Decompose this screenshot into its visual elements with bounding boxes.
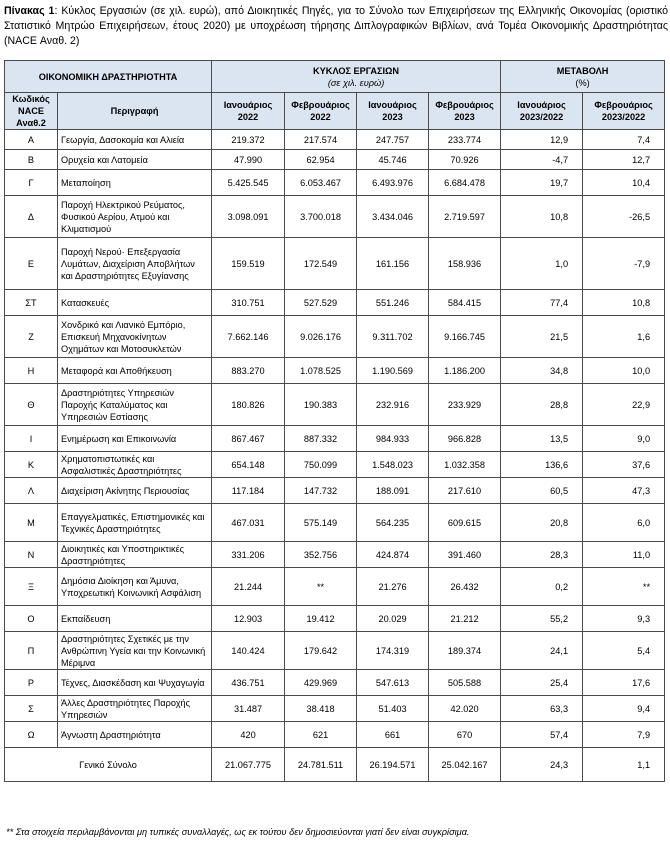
change-header [501, 61, 665, 93]
table-row [5, 290, 665, 316]
nace-code: Ε [5, 238, 58, 290]
jan2022-value: 140.424 [212, 632, 285, 670]
table-row [5, 426, 665, 452]
jan2022-value: 12.903 [212, 606, 285, 632]
feb2022-value: 147.732 [285, 478, 357, 504]
jan2023-value: 161.156 [357, 238, 429, 290]
jan2023-value: 984.933 [357, 426, 429, 452]
table-row [5, 358, 665, 384]
feb-change-value: 12,7 [583, 150, 665, 170]
nace-code: Ν [5, 542, 58, 568]
jan2022-value: 219.372 [212, 130, 285, 150]
feb2022-value: ** [285, 568, 357, 606]
feb-change-value: 9,3 [583, 606, 665, 632]
nace-code: Ζ [5, 316, 58, 358]
nace-code: Ι [5, 426, 58, 452]
activity-description: Κατασκευές [58, 290, 212, 316]
nace-code: Ρ [5, 670, 58, 696]
jan2023-value: 6.493.976 [357, 170, 429, 196]
jan-change-value: 19,7 [501, 170, 583, 196]
feb-change-value: 7,9 [583, 722, 665, 748]
table-row [5, 130, 665, 150]
activity-description: Μεταποίηση [58, 170, 212, 196]
jan2023-value: 1.548.023 [357, 452, 429, 478]
feb-change-value: 10,0 [583, 358, 665, 384]
feb2023-value: 1.032.358 [429, 452, 501, 478]
feb2022-value: 9.026.176 [285, 316, 357, 358]
total-jan-change: 24,3 [501, 748, 583, 782]
nace-code: Γ [5, 170, 58, 196]
feb2022-value: 621 [285, 722, 357, 748]
jan2022-value: 180.826 [212, 384, 285, 426]
feb2022-value: 217.574 [285, 130, 357, 150]
jan2023-value: 21.276 [357, 568, 429, 606]
activity-description: Διαχείριση Ακίνητης Περιουσίας [58, 478, 212, 504]
feb2023-value: 158.936 [429, 238, 501, 290]
footnote: ** Στα στοιχεία περιλαμβάνονται μη τυπικές συναλλαγές, ως εκ τούτου δεν δημοσιεύονται γιατί δεν είναι συγκρίσιμα. [6, 827, 470, 837]
jan2023-value: 174.319 [357, 632, 429, 670]
jan2023-value: 1.190.569 [357, 358, 429, 384]
activity-description: Χονδρικό και Λιανικό Εμπόριο, Επισκευή Μηχανοκίνητων Οχημάτων και Μοτοσυκλετών [58, 316, 212, 358]
jan2022-value: 654.148 [212, 452, 285, 478]
feb2023-value: 9.166.745 [429, 316, 501, 358]
feb-change-value: 37,6 [583, 452, 665, 478]
jan2023-value: 20.029 [357, 606, 429, 632]
feb2022-value: 887.332 [285, 426, 357, 452]
feb2023-value: 233.774 [429, 130, 501, 150]
feb-change-value: ** [583, 568, 665, 606]
nace-code: Λ [5, 478, 58, 504]
feb2022-value: 750.099 [285, 452, 357, 478]
activity-description: Επαγγελματικές, Επιστημονικές και Τεχνικές Δραστηριότητες [58, 504, 212, 542]
jan-change-value: -4,7 [501, 150, 583, 170]
jan-change-value: 34,8 [501, 358, 583, 384]
total-feb2023: 25.042.167 [429, 748, 501, 782]
jan2022-value: 159.519 [212, 238, 285, 290]
jan2023-value: 247.757 [357, 130, 429, 150]
nace-code: Ο [5, 606, 58, 632]
feb2023-value: 21.212 [429, 606, 501, 632]
feb-change-value: 1,6 [583, 316, 665, 358]
total-jan2023: 26.194.571 [357, 748, 429, 782]
jan-change-value: 57,4 [501, 722, 583, 748]
feb-change-value: 22,9 [583, 384, 665, 426]
activity-description: Άλλες Δραστηριότητες Παροχής Υπηρεσιών [58, 696, 212, 722]
table-row [5, 696, 665, 722]
table-row [5, 170, 665, 196]
feb2023-value: 42.020 [429, 696, 501, 722]
feb2022-value: 190.383 [285, 384, 357, 426]
feb2023-value: 189.374 [429, 632, 501, 670]
turnover-table [4, 60, 665, 782]
jan-change-value: 12,9 [501, 130, 583, 150]
nace-code: Θ [5, 384, 58, 426]
table-caption [4, 4, 668, 48]
turnover-header [212, 61, 501, 93]
feb2022-value: 62.954 [285, 150, 357, 170]
code-header: Κωδικός NACE Αναθ.2 [5, 93, 58, 130]
table-row [5, 238, 665, 290]
feb2023-value: 70.926 [429, 150, 501, 170]
table-row [5, 316, 665, 358]
feb2023-value: 609.615 [429, 504, 501, 542]
table-row [5, 196, 665, 238]
feb-change-value: -7,9 [583, 238, 665, 290]
feb-change-value: 47,3 [583, 478, 665, 504]
feb2022-value: 429.969 [285, 670, 357, 696]
feb2023-value: 217.610 [429, 478, 501, 504]
jan-change-value: 1,0 [501, 238, 583, 290]
jan2022-value: 3.098.091 [212, 196, 285, 238]
feb-change-value: 10,4 [583, 170, 665, 196]
nace-code: Η [5, 358, 58, 384]
jan2023-value: 661 [357, 722, 429, 748]
activity-description: Τέχνες, Διασκέδαση και Ψυχαγωγία [58, 670, 212, 696]
nace-code: Μ [5, 504, 58, 542]
feb-change-value: 17,6 [583, 670, 665, 696]
jan2022-value: 310.751 [212, 290, 285, 316]
feb2023-value: 966.828 [429, 426, 501, 452]
jan2023-value: 547.613 [357, 670, 429, 696]
jan2022-value: 117.184 [212, 478, 285, 504]
nace-code: ΣΤ [5, 290, 58, 316]
feb2023-value: 26.432 [429, 568, 501, 606]
nace-code: Β [5, 150, 58, 170]
feb2023-value: 2.719.597 [429, 196, 501, 238]
table-row [5, 568, 665, 606]
feb-change-value: 11,0 [583, 542, 665, 568]
table-row [5, 632, 665, 670]
jan2022-header: Ιανουάριος 2022 [212, 93, 285, 130]
jan2022-value: 436.751 [212, 670, 285, 696]
activity-description: Χρηματοπιστωτικές και Ασφαλιστικές Δραστηριότητες [58, 452, 212, 478]
nace-code: Σ [5, 696, 58, 722]
jan-change-value: 21,5 [501, 316, 583, 358]
activity-description: Διοικητικές και Υποστηρικτικές Δραστηριότητες [58, 542, 212, 568]
turnover-unit: (σε χιλ. ευρώ) [327, 77, 385, 88]
feb-change-value: 5,4 [583, 632, 665, 670]
nace-code: Κ [5, 452, 58, 478]
feb-change-value: 6,0 [583, 504, 665, 542]
nace-code: Ξ [5, 568, 58, 606]
activity-description: Παροχή Ηλεκτρικού Ρεύματος, Φυσικού Αερίου, Ατμού και Κλιματισμού [58, 196, 212, 238]
jan-change-value: 28,3 [501, 542, 583, 568]
nace-code: Α [5, 130, 58, 150]
total-feb2022: 24.781.511 [285, 748, 357, 782]
change-title: ΜΕΤΑΒΟΛΗ [556, 65, 609, 76]
feb2022-value: 352.756 [285, 542, 357, 568]
total-row [5, 748, 665, 782]
jan2022-value: 21.244 [212, 568, 285, 606]
activity-description: Γεωργία, Δασοκομία και Αλιεία [58, 130, 212, 150]
jan2022-value: 5.425.545 [212, 170, 285, 196]
jan2022-value: 47.990 [212, 150, 285, 170]
jan2023-value: 188.091 [357, 478, 429, 504]
jan-change-value: 77,4 [501, 290, 583, 316]
jan2023-value: 424.874 [357, 542, 429, 568]
activity-description: Ορυχεία και Λατομεία [58, 150, 212, 170]
jan2022-value: 7.662.146 [212, 316, 285, 358]
jan2023-value: 551.246 [357, 290, 429, 316]
activity-header: ΟΙΚΟΝΟΜΙΚΗ ΔΡΑΣΤΗΡΙΟΤΗΤΑ [5, 61, 212, 93]
activity-description: Δημόσια Διοίκηση και Άμυνα, Υποχρεωτική Κοινωνική Ασφάλιση [58, 568, 212, 606]
total-jan2022: 21.067.775 [212, 748, 285, 782]
activity-description: Μεταφορά και Αποθήκευση [58, 358, 212, 384]
table-row [5, 504, 665, 542]
feb2023-value: 6.684.478 [429, 170, 501, 196]
table-row [5, 670, 665, 696]
turnover-title: ΚΥΚΛΟΣ ΕΡΓΑΣΙΩΝ [313, 65, 400, 76]
jan2023-value: 9.311.702 [357, 316, 429, 358]
jan-change-value: 10,8 [501, 196, 583, 238]
table-row [5, 722, 665, 748]
table-row [5, 478, 665, 504]
table-row [5, 452, 665, 478]
jan2022-value: 31.487 [212, 696, 285, 722]
jan-change-header: Ιανουάριος 2023/2022 [501, 93, 583, 130]
table-row [5, 606, 665, 632]
jan2022-value: 467.031 [212, 504, 285, 542]
feb2022-value: 38.418 [285, 696, 357, 722]
jan-change-value: 136,6 [501, 452, 583, 478]
feb2022-value: 3.700.018 [285, 196, 357, 238]
feb2022-value: 527.529 [285, 290, 357, 316]
feb2022-value: 19.412 [285, 606, 357, 632]
jan-change-value: 28,8 [501, 384, 583, 426]
feb2023-value: 505.588 [429, 670, 501, 696]
feb2023-value: 584.415 [429, 290, 501, 316]
feb2022-value: 6.053.467 [285, 170, 357, 196]
feb-change-header: Φεβρουάριος 2023/2022 [583, 93, 665, 130]
jan2022-value: 867.467 [212, 426, 285, 452]
feb2022-header: Φεβρουάριος 2022 [285, 93, 357, 130]
feb2023-header: Φεβρουάριος 2023 [429, 93, 501, 130]
jan2022-value: 331.206 [212, 542, 285, 568]
feb2022-value: 179.642 [285, 632, 357, 670]
total-label: Γενικό Σύνολο [5, 748, 212, 782]
activity-description: Δραστηριότητες Υπηρεσιών Παροχής Καταλύματος και Υπηρεσιών Εστίασης [58, 384, 212, 426]
total-feb-change: 1,1 [583, 748, 665, 782]
jan2023-value: 232.916 [357, 384, 429, 426]
feb-change-value: 9,0 [583, 426, 665, 452]
activity-description: Παροχή Νερού· Επεξεργασία Λυμάτων, Διαχείριση Αποβλήτων και Δραστηριότητες Εξυγίανσης [58, 238, 212, 290]
table-row [5, 542, 665, 568]
feb2023-value: 391.460 [429, 542, 501, 568]
table-row [5, 384, 665, 426]
jan-change-value: 24,1 [501, 632, 583, 670]
jan2023-value: 45.746 [357, 150, 429, 170]
jan2022-value: 883.270 [212, 358, 285, 384]
caption-text: : Κύκλος Εργασιών (σε χιλ. ευρώ), από Διοικητικές Πηγές, για το Σύνολο των Επιχειρήσεων της Ελληνικής Οικονομίας (οριστικό Στατιστικό Μητρώο Επιχειρήσεων, έτους 2020) με υποχρέωση τήρησης Διπλογραφικών Βιβλίων, ανά Τομέα Οικονομικής Δραστηριότητας (NACE Αναθ. 2) [4, 5, 668, 47]
jan-change-value: 25,4 [501, 670, 583, 696]
jan2023-value: 51.403 [357, 696, 429, 722]
activity-description: Δραστηριότητες Σχετικές με την Ανθρώπινη Υγεία και την Κοινωνική Μέριμνα [58, 632, 212, 670]
jan-change-value: 20,8 [501, 504, 583, 542]
jan2023-value: 564.235 [357, 504, 429, 542]
feb2023-value: 1.186.200 [429, 358, 501, 384]
description-header: Περιγραφή [58, 93, 212, 130]
feb-change-value: 7,4 [583, 130, 665, 150]
nace-code: Π [5, 632, 58, 670]
jan-change-value: 63,3 [501, 696, 583, 722]
jan-change-value: 60,5 [501, 478, 583, 504]
jan2023-value: 3.434.046 [357, 196, 429, 238]
table-row [5, 150, 665, 170]
jan2023-header: Ιανουάριος 2023 [357, 93, 429, 130]
feb2023-value: 233.929 [429, 384, 501, 426]
feb-change-value: -26,5 [583, 196, 665, 238]
jan-change-value: 55,2 [501, 606, 583, 632]
activity-description: Εκπαίδευση [58, 606, 212, 632]
table-body [5, 130, 665, 748]
caption-label: Πίνακας 1 [4, 5, 55, 17]
nace-code: Δ [5, 196, 58, 238]
jan-change-value: 0,2 [501, 568, 583, 606]
nace-code: Ω [5, 722, 58, 748]
feb2022-value: 575.149 [285, 504, 357, 542]
feb-change-value: 9,4 [583, 696, 665, 722]
feb-change-value: 10,8 [583, 290, 665, 316]
feb2022-value: 1.078.525 [285, 358, 357, 384]
activity-description: Άγνωστη Δραστηριότητα [58, 722, 212, 748]
change-unit: (%) [575, 77, 590, 88]
activity-description: Ενημέρωση και Επικοινωνία [58, 426, 212, 452]
feb2022-value: 172.549 [285, 238, 357, 290]
feb2023-value: 670 [429, 722, 501, 748]
jan2022-value: 420 [212, 722, 285, 748]
jan-change-value: 13,5 [501, 426, 583, 452]
